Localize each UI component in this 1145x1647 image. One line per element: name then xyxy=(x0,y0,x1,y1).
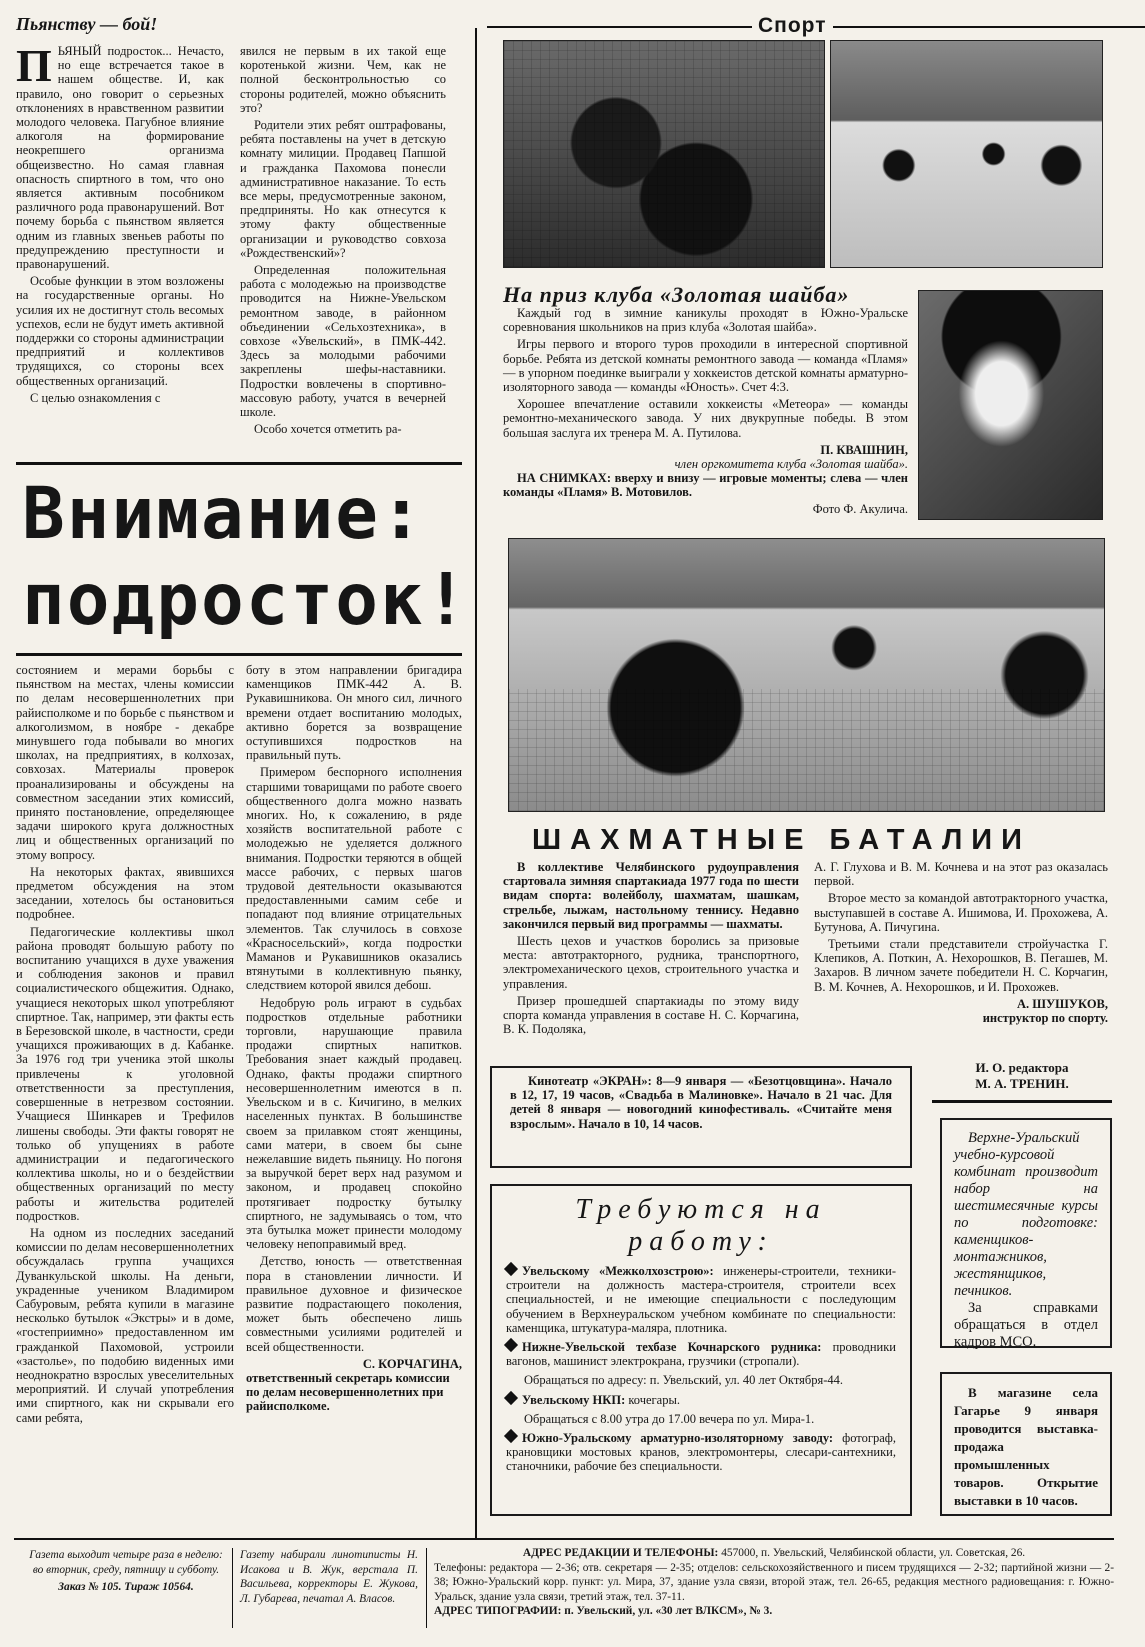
column-divider xyxy=(475,28,477,1538)
paragraph: Определенная положительная работа с молодежью на производстве проводится на Нижне-Увельском ремонтном заводе, в районном объединении «Сельхозтехника», в совхозе «Увельский», в ПМК-442. Здесь за молодыми рабочими закреплены шефы-наставники. Подростки вовлечены в спортивно-массовую работу, учатся в вечерней школе. xyxy=(240,263,446,420)
footer-order: Заказ № 105. Тираж 10564. xyxy=(58,1581,194,1593)
paragraph: состоянием и мерами борьбы с пьянством на местах, члены комиссии по делам несовершеннолетних при райисполкоме и по борьбе с пьянством и алкоголизмом, в ноябре - декабре минувшего года побывали во многих школах, на предприятиях, в колхозах, совхозах. Материалы проверок проанализированы и обсуждены на совместном заседании этих комиссий, принято постановление, определяющее задачи широкого круга должностных лиц и общественных организаций по этому вопросу. xyxy=(16,663,234,862)
hockey-photo-game xyxy=(508,538,1105,812)
paragraph: Недобрую роль играют в судьбах подростков отдельные работники торговли, нарушающие правила продажи спиртных напитков. Требования знает каждый продавец. Однако, факты продажи спиртного несовершеннолетним имеются в п. Увельском и в с. Кичигино, в мелких населенных пунктах. В большинстве своем за прилавком стоят женщины, сами матери, в своем бы сыне нежелавшие видеть пьяницу. Но погоня за выручкой берет верх над разумом и законом, и продавец спокойно протягивает подростку бутылку спиртного, не задумываясь о том, что эта бутылка может принести молодому человеку непоправимый вред. xyxy=(246,995,462,1252)
paragraph: Родители этих ребят оштрафованы, ребята поставлены на учет в детскую комнату милиции. Продавец Папшой и гражданка Пахомова понесли административное наказание. То есть все меры, предусмотренные законом, предприняты. Но как отнесутся к этому факту общественные организации и руководство совхоза «Рождественский»? xyxy=(240,118,446,260)
chess-headline: ШАХМАТНЫЕ БАТАЛИИ xyxy=(532,824,1031,856)
vacancy-details: инженеры-строители, техники-строители на должность мастера-строителя, строители всех специальностей, и не имеющие специальности с последующим обучением в Верхнеуральском учебном комбинате по специальности: каменщика, штукатура-маляра, плотника. xyxy=(506,1264,897,1335)
divider xyxy=(16,462,462,465)
courses-ad-box xyxy=(940,1118,1112,1348)
drop-cap: П xyxy=(16,40,52,91)
chess-article-right xyxy=(814,860,1108,1025)
footer-address-value: 457000, п. Увельский, Челябинской области, ул. Советская, 26. xyxy=(721,1547,1026,1559)
vacancy-employer: Нижне-Увельской техбазе Кочнарского рудника: xyxy=(522,1340,833,1355)
paragraph: На некоторых фактах, явившихся предметом обсуждения на этом заседании, хотелось бы остановиться подробнее. xyxy=(16,864,234,922)
diamond-bullet-icon xyxy=(504,1429,518,1443)
photo-caption: НА СНИМКАХ: вверху и внизу — игровые моменты; слева — член команды «Пламя» В. Мотовилов. xyxy=(503,470,908,500)
cinema-ad-text: Кинотеатр «ЭКРАН»: 8—9 января — «Безотцовщина». Начало в 12, 17, 19 часов, «Свадьба в Малиновке». Начало в 21 час. Для детей 8 января — новогодний кинофестиваль. «Считайте меня взрослым». Начало в 10, 14 часов. xyxy=(510,1074,892,1131)
paragraph: Каждый год в зимние каникулы проходят в Южно-Уральске соревнования школьников на приз клуба «Золотая шайба». xyxy=(503,306,908,335)
vacancy-details: Обращаться по адресу: п. Увельский, ул. 40 лет Октября-44. xyxy=(524,1373,844,1388)
diamond-bullet-icon xyxy=(504,1391,518,1405)
paragraph: Второе место за командой автотракторного участка, выступавшей в составе А. Ишимова, И. Прохожева, А. Бутунова, А. Пичугина. xyxy=(814,891,1108,934)
vacancy-employer: Увельскому НКП: xyxy=(522,1392,629,1407)
paragraph: Третьими стали представители стройучастка Г. Клепиков, А. Поткин, А. Нехорошков, В. Пегашев, М. Захаров. В личном зачете победители Н. С. Корчагин, В. М. Кочнев, А. Нехорошков, и И. Прохожев. xyxy=(814,937,1108,994)
paragraph: Примером беспорного исполнения старшими товарищами по работе своего общественного долга можно назвать многих. Но, к сожалению, в ряде хозяйств воспитательной работе с молодежью не уделяется должного внимания. Подростки теряются в общей массе рабочих, с первых шагов трудовой деятельности оказываются предоставленными самим себе и попадают под влияние отрицательных элементов. Так случилось в совхозе «Красносельский», когда подростки Маманов и Рукавишников оказались втянутыми в коллективную пьянку, следствием которой явился дебош. xyxy=(246,765,462,993)
vacancy-item xyxy=(506,1412,896,1426)
footer-address-title: АДРЕС РЕДАКЦИИ И ТЕЛЕФОНЫ: xyxy=(522,1547,719,1559)
diamond-bullet-icon xyxy=(504,1338,518,1352)
hockey-player-portrait xyxy=(918,290,1103,520)
footer-schedule: Газета выходит четыре раза в неделю: во вторник, среду, пятницу и субботу. Заказ № 105. Тираж 10564. xyxy=(29,1549,223,1593)
vacancy-employer: Увельскому «Межколхозстрою»: xyxy=(522,1264,724,1278)
diamond-bullet-icon xyxy=(504,1262,518,1276)
paragraph: А. Г. Глухова и В. М. Кочнева и на этот раз оказалась первой. xyxy=(814,860,1108,889)
paragraph: С целью ознакомления с xyxy=(30,390,161,405)
editor-name: М. А. ТРЕНИН. xyxy=(975,1076,1069,1091)
headline-line-2: подросток! xyxy=(22,558,470,641)
exhibition-ad-text: В магазине села Гагарье 9 января проводится выставка-продажа промышленных товаров. Открытие выставки в 10 часов. xyxy=(954,1385,1098,1508)
paragraph: Хорошее впечатление оставили хоккеисты «Метеора» — команды ремонтно-механического завода. У них двукрупные победы. В этом большая заслуга их тренера М. А. Путилова. xyxy=(503,397,908,440)
divider xyxy=(14,1538,1114,1540)
paragraph: На одном из последних заседаний комиссии по делам несовершеннолетних обсуждалась группа учащихся Дуванкульской школы. На деньги, украденные учеником Владимиром Сабуровым, ребята купили в магазине несколько бутылок «Экстры» и в доме, «гостеприимно» предоставленном им гражданкой Пахомовой, устроили «застолье», по подобию виденных ими неоднократно взрослых увеселительных мероприятий. И случай употребления ими спиртного, как ни скрывали его сами ребята, xyxy=(16,1225,234,1425)
paragraph: Шесть цехов и участков боролись за призовые места: автотракторного, рудника, транспортного, электромеханического цехов, строительного участка и управления. xyxy=(503,934,799,991)
sport-rubric: Спорт xyxy=(752,14,833,38)
article-column-4 xyxy=(246,663,462,1523)
chess-article-left xyxy=(503,860,799,1039)
author-title: инструктор по спорту. xyxy=(982,1010,1108,1025)
author-signature: А. ШУШУКОВ, xyxy=(1016,996,1108,1011)
paragraph: Игры первого и второго туров проходили в интересной спортивной борьбе. Ребята из детской комнаты ремонтного завода — команда «Пламя» — в упорном поединке выиграли у хоккеистов детской комнаты арматурно-изоляторного завода — команды «Юность». Счет 4:3. xyxy=(503,337,908,395)
footer-phones: Телефоны: редактора — 2-36; отв. секретаря — 2-35; отделов: сельскохозяйственного и писем трудящихся — 2-32; партийной жизни — 2-38; Южно-Уральский корр. пункт: ул. Мира, 37, здание узла связи, второй этаж, тел. 26-65, редакция местного радиовещания: г. Южно-Уральск, здание узла связи, третий этаж, тел. 37-11. xyxy=(434,1561,1114,1603)
rubric-kicker: Пьянству — бой! xyxy=(16,14,158,34)
editor-credit xyxy=(932,1060,1112,1092)
vacancy-item xyxy=(506,1393,896,1407)
footer-printing: АДРЕС ТИПОГРАФИИ: п. Увельский, ул. «30 лет ВЛКСМ», № 3. xyxy=(434,1605,773,1617)
paragraph: Детство, юность — ответственная пора в становлении личности. И правильное духовное и физическое развитие подрастающего поколения, может быть обеспечено лишь совместными усилиями родителей и всей общественности. xyxy=(246,1254,462,1354)
paragraph: Призер прошедшей спартакиады по этому виду спорта команда управления в составе Н. С. Корчагина, В. К. Подоляка, xyxy=(503,993,799,1037)
paragraph: В коллективе Челябинского рудоуправления стартовала зимняя спартакиада 1977 года по шести видам спорта: волейболу, шахматам, шашкам, стрельбе, лыжам, настольному теннису. Недавно закончился первый вид программы — шахматы. xyxy=(503,860,799,931)
paragraph: ПЬЯНЫЙ подросток... Нечасто, но еще встречается такое в нашем обществе. И, как правило, оно говорит о серьезных отклонениях в нравственном развитии молодого человека. Пагубное влияние алкоголя на формирование неокрепшего организма общеизвестно. Но самая главная опасность спиртного в том, что оно является активным пособником различного рода правонарушений. Вот почему борьба с пьянством является одним из главных звеньев работы по предупреждению преступности и правонарушений. xyxy=(16,40,224,272)
author-signature: П. КВАШНИН, xyxy=(820,442,908,457)
editor-role: И. О. редактора xyxy=(975,1060,1069,1075)
paragraph: Педагогические коллективы школ района проводят большую работу по воспитанию учащихся в духе уважения и соблюдения законов и правил социалистического общежития. Однако, учащиеся некоторых школ употребляют спиртное. Так, например, эти факты есть в Березовской школе, в частности, среди учащихся проживающих в д. Кабанке. За 1976 год три ученика этой школы привлечены к уголовной ответственности за преступления, совершенные в нетрезвом состоянии. Учащиеся Шинкарев и Трефилов лишены свободы. Эти факты говорят не только об упущениях в работе администрации и педагогического коллектива школы, но и о бездействии общественных организаций по месту работы и жительства родителей подростков. xyxy=(16,924,234,1223)
paragraph: Особые функции в этом возложены на государственные органы. Но усилия их не достигнут столь весомых успехов, если не будут иметь активной поддержки со стороны администрации предприятий и коллективов трудящихся, со стороны всех общественных организаций. xyxy=(16,274,224,388)
footer-address xyxy=(434,1546,1114,1619)
column-divider xyxy=(232,1548,233,1628)
vacancy-employer: Южно-Уральскому арматурно-изоляторному заводу: xyxy=(522,1431,843,1446)
paragraph: явился не первым в их такой еще коротенькой жизни. Чем, как не полной бесконтрольностью со стороны родителей, можно объяснить это? xyxy=(240,44,446,115)
hockey-photo-rink xyxy=(830,40,1103,268)
vacancy-item xyxy=(506,1340,896,1368)
vacancy-item xyxy=(506,1431,896,1474)
footer-typesetters: Газету набирали линотиписты Н. Исакова и В. Жук, верстала П. Васильева, корректоры Е. Жукова, Л. Губарева, печатал А. Власов. xyxy=(240,1549,418,1605)
paragraph: боту в этом направлении бригадира каменщиков ПМК-442 А. В. Рукавишникова. Он много сил, личного времени отдает воспитанию молодых, активно борется за возвращение оступившихся подростков на правильный путь. xyxy=(246,663,462,763)
column-divider xyxy=(426,1548,427,1628)
headline-line-1: Внимание: xyxy=(22,472,425,555)
divider xyxy=(932,1100,1112,1103)
exhibition-ad-box xyxy=(940,1372,1112,1516)
paragraph: Особо хочется отметить ра- xyxy=(254,422,402,437)
author-title: член оргкомитета клуба «Золотая шайба». xyxy=(674,456,908,471)
divider xyxy=(16,653,462,656)
vacancies-headline: Требуются на работу: xyxy=(575,1194,827,1257)
vacancy-item xyxy=(506,1373,896,1387)
vacancy-details: фотограф, крановщики мостовых кранов, электромонтеры, слесари-сантехники, станочники, рабочие без специальности. xyxy=(506,1431,896,1474)
photo-credit: Фото Ф. Акулича. xyxy=(812,502,908,517)
vacancy-details: кочегары. xyxy=(628,1392,681,1407)
vacancy-details: Обращаться с 8.00 утра до 17.00 вечера по ул. Мира-1. xyxy=(524,1411,815,1426)
hockey-article xyxy=(503,306,908,516)
article-column-3 xyxy=(16,663,234,1523)
vacancy-item xyxy=(506,1264,896,1335)
courses-ad-contact: За справками обращаться в отдел кадров МСО. xyxy=(954,1300,1098,1350)
author-title: ответственный секретарь комиссии по делам несовершеннолетних при райисполкоме. xyxy=(246,1370,450,1413)
hockey-headline: На приз клуба «Золотая шайба» xyxy=(503,282,850,307)
courses-ad-text: Верхне-Уральский учебно-курсовой комбинат производит набор на шестимесячные курсы по подготовке: каменщиков-монтажников, жестянщиков, печников. xyxy=(954,1130,1098,1299)
author-signature: С. КОРЧАГИНА, xyxy=(362,1356,462,1371)
article-column-2 xyxy=(240,44,446,439)
vacancies-box xyxy=(490,1184,912,1516)
hockey-photo-goal xyxy=(503,40,825,268)
vacancies-list xyxy=(506,1264,896,1474)
vacancy-details: проводники вагонов, машинист электрокрана, грузчики (стропали). xyxy=(506,1340,896,1369)
article-column-1 xyxy=(16,40,224,408)
cinema-ad-box xyxy=(490,1066,912,1168)
